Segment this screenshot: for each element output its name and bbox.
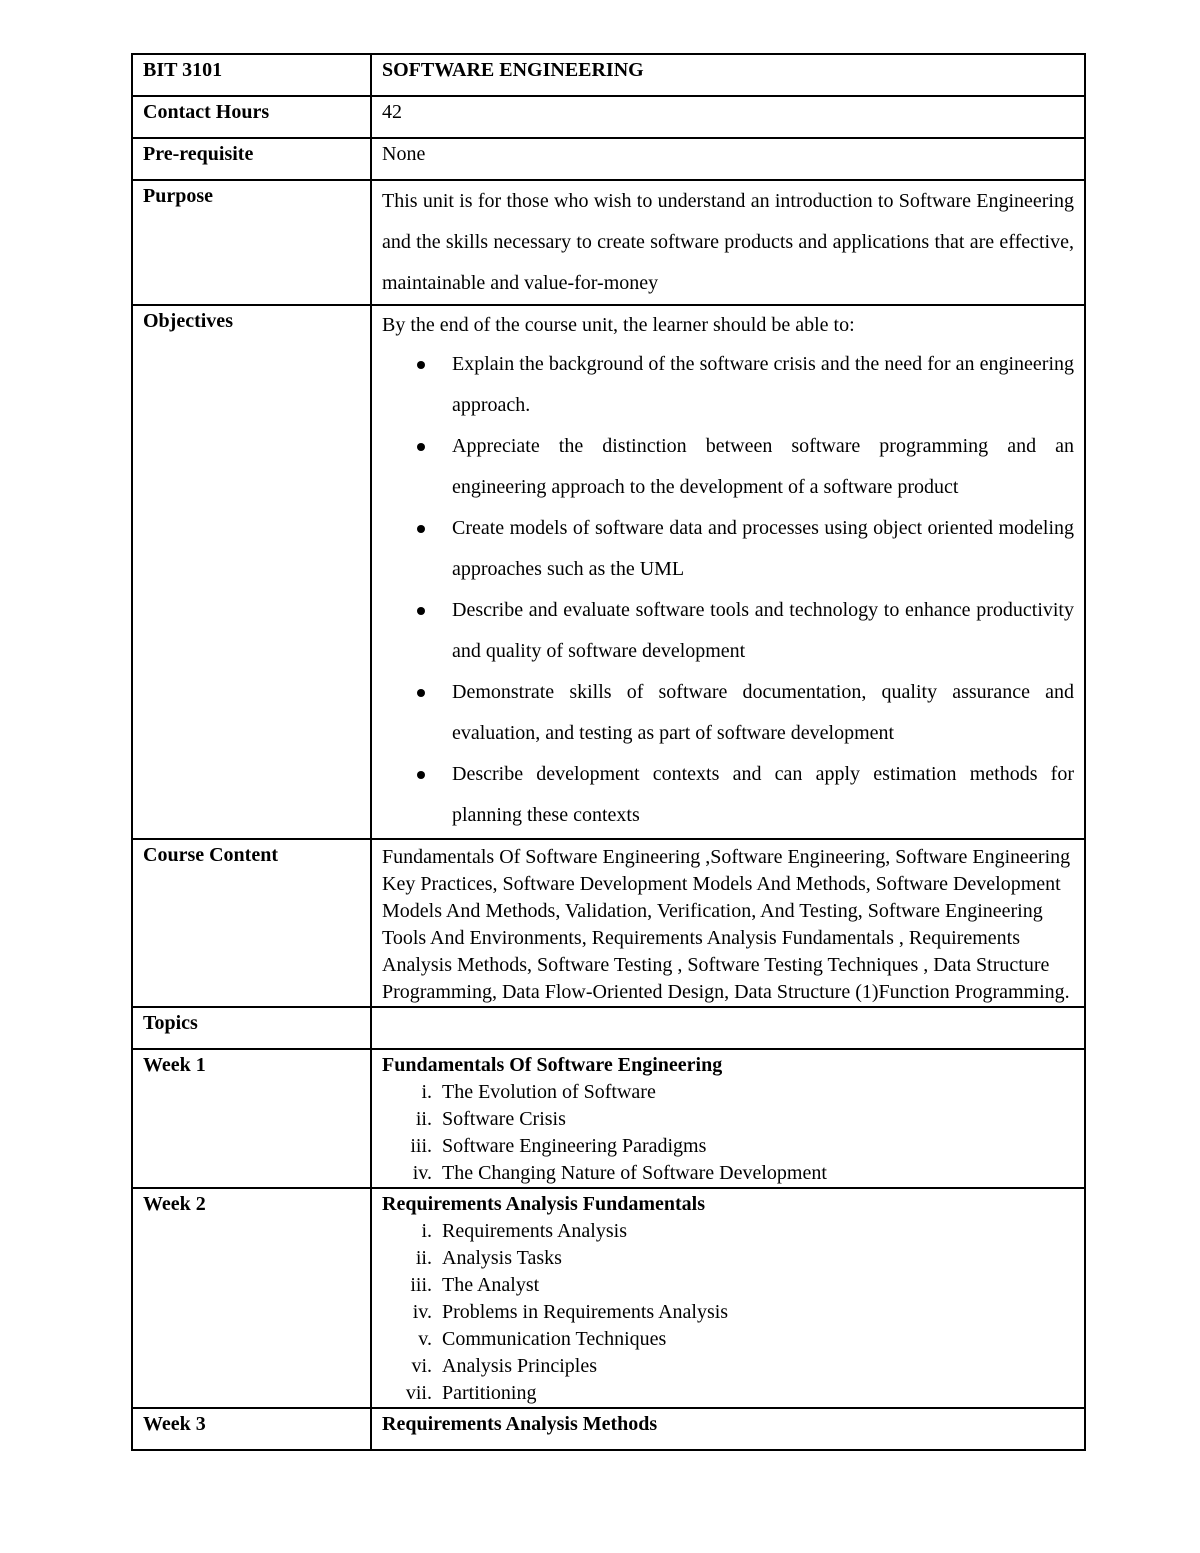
topic-text: Problems in Requirements Analysis [442, 1301, 729, 1323]
topic-number: i. [421, 1081, 432, 1103]
objectives-label: Objectives [132, 305, 371, 839]
objective-item: Explain the background of the software crisis and the need for an engineering approach. [452, 344, 1074, 426]
prerequisite-label: Pre-requisite [132, 138, 371, 180]
topics-label: Topics [132, 1007, 371, 1049]
contact-hours-row [132, 96, 1085, 138]
week-2-label: Week 2 [132, 1188, 371, 1408]
unit-code: BIT 3101 [132, 54, 371, 96]
week-3-title: Requirements Analysis Methods [382, 1413, 658, 1435]
topic-text: Software Crisis [442, 1108, 566, 1130]
topic-text: Partitioning [442, 1382, 537, 1404]
topics-row [132, 1007, 1085, 1049]
topic-item [382, 1079, 1074, 1106]
topic-number: iii. [410, 1274, 432, 1296]
objectives-cell [371, 305, 1085, 839]
purpose-label: Purpose [132, 180, 371, 305]
topic-text: Analysis Tasks [442, 1247, 562, 1269]
week-1-row [132, 1049, 1085, 1188]
topic-item [382, 1160, 1074, 1187]
objectives-intro: By the end of the course unit, the learner should be able to: [382, 314, 855, 336]
topic-number: iii. [410, 1135, 432, 1157]
topic-text: Communication Techniques [442, 1328, 667, 1350]
week-1-cell [371, 1049, 1085, 1188]
course-content-label: Course Content [132, 839, 371, 1007]
week-2-title: Requirements Analysis Fundamentals [382, 1193, 706, 1215]
course-content-text: Fundamentals Of Software Engineering ,Software Engineering, Software Engineering Key Practices, Software Development Models And Methods, Software Development Models And Methods, Validation, Verification, And Testing, Software Engineering Tools And Environments, Requirements Analysis Fundamentals , Requirements Analysis Methods, Software Testing , Software Testing Techniques , Data Structure Programming, Data Flow-Oriented Design, Data Structure (1)Function Programming. [371, 839, 1085, 1007]
week-1-topics [382, 1079, 1074, 1187]
topic-number: i. [421, 1220, 432, 1242]
topic-item [382, 1272, 1074, 1299]
topic-text: The Changing Nature of Software Development [442, 1162, 827, 1184]
week-2-topics [382, 1218, 1074, 1407]
week-2-row [132, 1188, 1085, 1408]
topic-number: ii. [415, 1108, 432, 1130]
purpose-row [132, 180, 1085, 305]
week-3-row [132, 1408, 1085, 1450]
topic-text: Analysis Principles [442, 1355, 597, 1377]
week-3-cell [371, 1408, 1085, 1450]
course-outline-table [131, 53, 1086, 1451]
topic-item [382, 1353, 1074, 1380]
topic-text: Requirements Analysis [442, 1220, 627, 1242]
purpose-text: This unit is for those who wish to understand an introduction to Software Engineering and the skills necessary to create software products and applications that are effective, maintainable and value-for-money [371, 180, 1085, 305]
topic-number: ii. [415, 1247, 432, 1269]
topic-text: The Analyst [442, 1274, 540, 1296]
topic-number: iv. [412, 1162, 432, 1184]
contact-hours-value: 42 [371, 96, 1085, 138]
objective-item: Describe and evaluate software tools and technology to enhance productivity and quality of software development [452, 590, 1074, 672]
topics-value [371, 1007, 1085, 1049]
week-1-title: Fundamentals Of Software Engineering [382, 1054, 723, 1076]
topic-number: v. [418, 1328, 432, 1350]
topic-item [382, 1380, 1074, 1407]
objective-item: Appreciate the distinction between software programming and an engineering approach to the development of a software product [452, 426, 1074, 508]
objectives-row [132, 305, 1085, 839]
topic-number: vi. [411, 1355, 432, 1377]
week-3-label: Week 3 [132, 1408, 371, 1450]
objective-item: Describe development contexts and can apply estimation methods for planning these contexts [452, 754, 1074, 836]
contact-hours-label: Contact Hours [132, 96, 371, 138]
topic-number: iv. [412, 1301, 432, 1323]
prerequisite-value: None [371, 138, 1085, 180]
topic-item [382, 1218, 1074, 1245]
objective-item: Create models of software data and processes using object oriented modeling approaches such as the UML [452, 508, 1074, 590]
topic-text: The Evolution of Software [442, 1081, 656, 1103]
topic-text: Software Engineering Paradigms [442, 1135, 707, 1157]
week-2-cell [371, 1188, 1085, 1408]
week-1-label: Week 1 [132, 1049, 371, 1188]
topic-item [382, 1245, 1074, 1272]
topic-item [382, 1133, 1074, 1160]
header-row [132, 54, 1085, 96]
topic-item [382, 1299, 1074, 1326]
topic-item [382, 1326, 1074, 1353]
topic-number: vii. [405, 1382, 432, 1404]
prerequisite-row [132, 138, 1085, 180]
objectives-list [382, 344, 1074, 836]
unit-title: SOFTWARE ENGINEERING [371, 54, 1085, 96]
course-content-row [132, 839, 1085, 1007]
objective-item: Demonstrate skills of software documentation, quality assurance and evaluation, and testing as part of software development [452, 672, 1074, 754]
topic-item [382, 1106, 1074, 1133]
